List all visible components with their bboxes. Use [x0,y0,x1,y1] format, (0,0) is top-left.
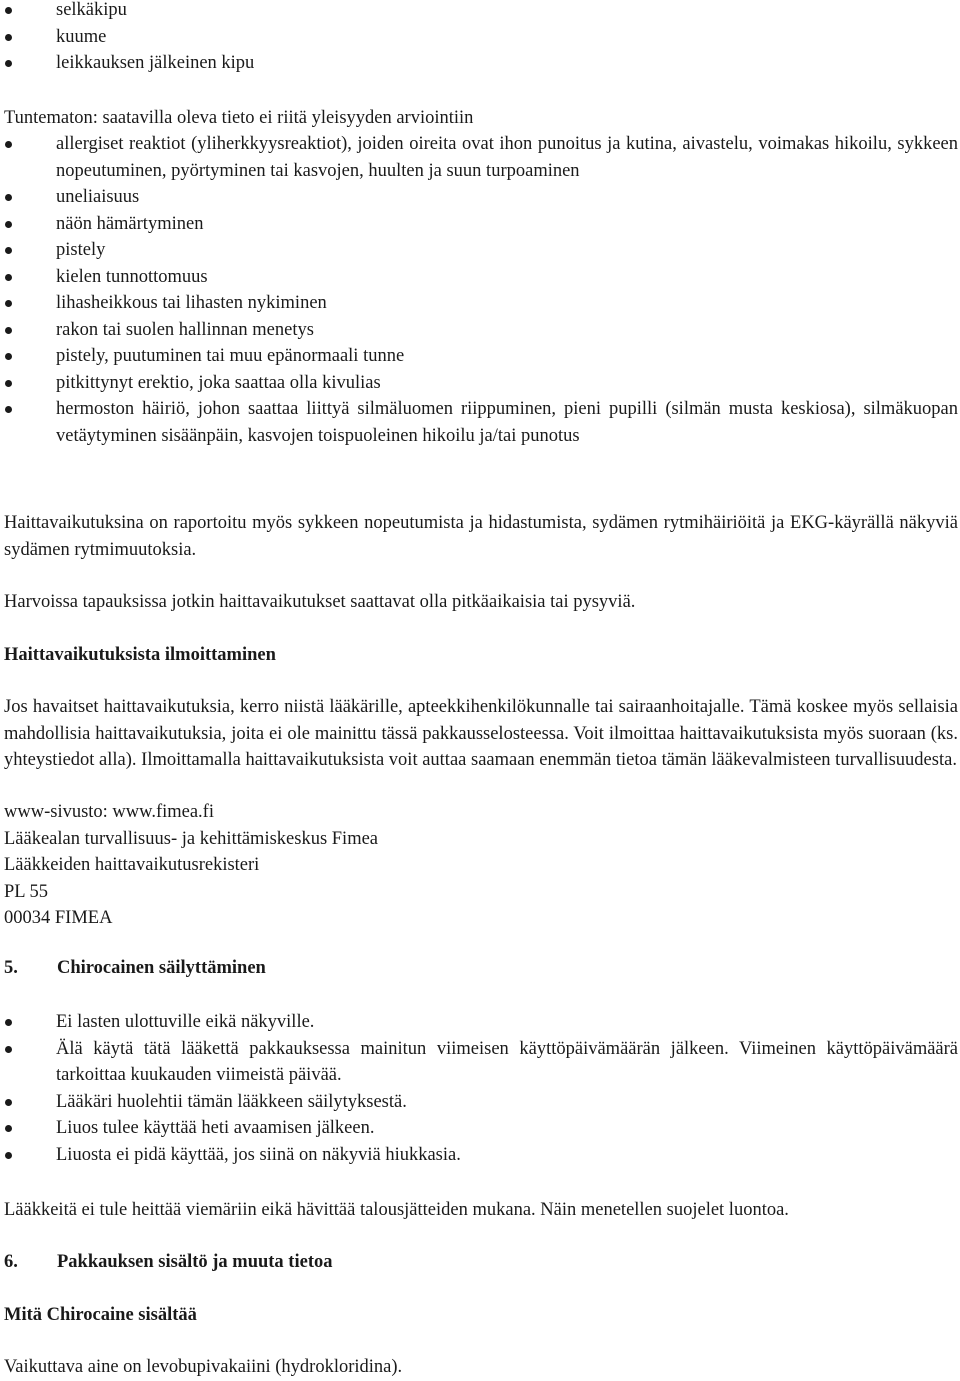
list-item: Lääkäri huolehtii tämän lääkkeen säilytyksestä. [0,1089,958,1116]
list-item: leikkauksen jälkeinen kipu [0,50,958,77]
paragraph-active-ingredient: Vaikuttava aine on levobupivakaiini (hydrokloridina). [4,1357,403,1377]
list-item: näön hämärtyminen [0,211,958,238]
heading-reporting: Haittavaikutuksista ilmoittaminen [4,645,276,665]
section-5-heading [4,955,958,982]
paragraph-reporting: Jos havaitset haittavaikutuksia, kerro niistä lääkärille, apteekkihenkilökunnalle tai sairaanhoitajalle. Tämä koskee myös sellaisia mahdollisia haittavaikutuksia, joita ei ole mainittu tässä pakkausselosteessa. Voit ilmoittaa haittavaikutuksista myös suoraan (ks. yhteystiedot alla). Ilmoittamalla haittavaikutuksista voit auttaa saamaan enemmän tietoa tämän lääkevalmisteen turvallisuudesta. [4,697,958,770]
contact-website: www-sivusto: www.fimea.fi [4,802,214,822]
list-item: Liuos tulee käyttää heti avaamisen jälkeen. [0,1115,958,1142]
section-6-heading [4,1249,958,1276]
symptom-list-top [0,0,958,77]
symptom-list-unknown [0,131,958,449]
list-item: kielen tunnottomuus [0,264,958,291]
contact-po-box: PL 55 [4,881,49,902]
list-item: Ei lasten ulottuville eikä näkyville. [0,1009,958,1036]
heading-contents: Mitä Chirocaine sisältää [4,1305,197,1325]
list-item: pistely, puutuminen tai muu epänormaali tunne [0,343,958,370]
section-title: Chirocainen säilyttäminen [57,958,266,978]
section-number: 6. [4,1252,18,1272]
section-number: 5. [4,958,18,978]
paragraph-ekg: Haittavaikutuksina on raportoitu myös sykkeen nopeutumista ja hidastumista, sydämen rytmihäiriöitä ja EKG-käyrällä näkyviä sydämen rytmimuutoksia. [4,513,958,560]
list-item: rakon tai suolen hallinnan menetys [0,317,958,344]
list-item: Älä käytä tätä lääkettä pakkauksessa mainitun viimeisen käyttöpäivämäärän jälkeen. Viimeinen käyttöpäivämäärä tarkoittaa kuukauden viimeistä päivää. [0,1036,958,1089]
contact-agency: Lääkealan turvallisuus- ja kehittämiskeskus Fimea [4,828,379,849]
section-title: Pakkauksen sisältö ja muuta tietoa [57,1252,333,1272]
list-item: lihasheikkous tai lihasten nykiminen [0,290,958,317]
paragraph-disposal: Lääkkeitä ei tule heittää viemäriin eikä hävittää talousjätteiden mukana. Näin menetellen suojelet luontoa. [4,1200,789,1220]
list-item: uneliaisuus [0,184,958,211]
storage-list [0,1009,958,1168]
list-item: pitkittynyt erektio, joka saattaa olla kivulias [0,370,958,397]
list-item: pistely [0,237,958,264]
contact-postcode: 00034 FIMEA [4,908,113,928]
contact-register: Lääkkeiden haittavaikutusrekisteri [4,855,260,875]
list-item: Liuosta ei pidä käyttää, jos siinä on näkyviä hiukkasia. [0,1142,958,1169]
list-item: kuume [0,24,958,51]
contact-block [4,799,958,932]
list-item: hermoston häiriö, johon saattaa liittyä silmäluomen riippuminen, pieni pupilli (silmän musta keskiosa), silmäkuopan vetäytyminen sisäänpäin, kasvojen toispuoleinen hikoilu ja/tai punotus [0,396,958,449]
unknown-frequency-heading: Tuntematon: saatavilla oleva tieto ei riitä yleisyyden arviointiin [4,108,474,128]
paragraph-rare: Harvoissa tapauksissa jotkin haittavaikutukset saattavat olla pitkäaikaisia tai pysyviä. [4,592,636,612]
list-item: selkäkipu [0,0,958,24]
list-item: allergiset reaktiot (yliherkkyysreaktiot), joiden oireita ovat ihon punoitus ja kutina, aivastelu, voimakas hikoilu, sykkeen nopeutuminen, pyörtyminen tai kasvojen, huulten ja suun turpoaminen [0,131,958,184]
